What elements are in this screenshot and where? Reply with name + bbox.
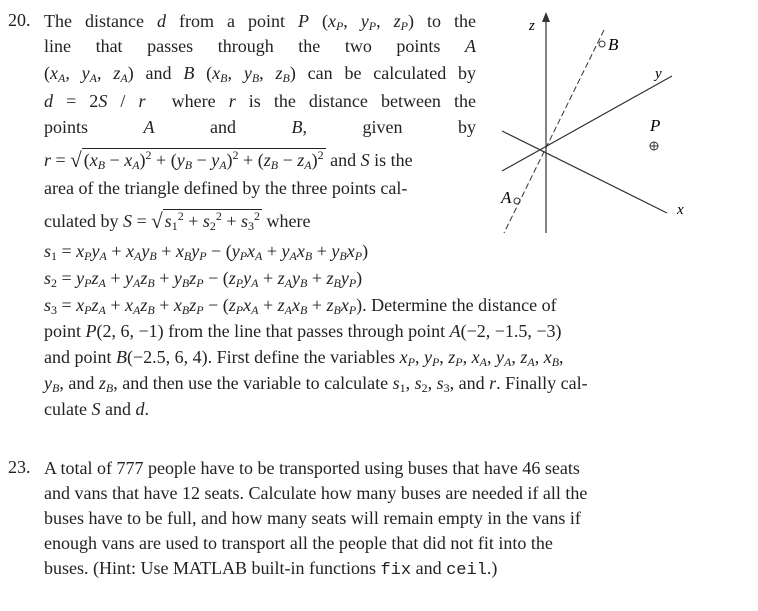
label-b: B xyxy=(608,35,619,54)
p20-line-14: and point B(−2.5, 6, 4). First define the variables $x_P$, $y_P$, $z_P$, $x_A$, $y_A$, $z_A$, $x_B$, xyxy=(44,347,564,369)
label-p: P xyxy=(650,116,661,135)
p20-line-6: r = √ $(x_B - x_A)^2 + (y_B - y_A)^2 + (z_B - z_A)^2$ and S is the xyxy=(44,148,413,172)
p20-line-8: culated by S = √ $s_1^2 + s_2^2 + s_3^2$ where xyxy=(44,209,311,233)
p23-line-3: buses have to be full, and how many seats will remain empty in the vans if xyxy=(44,508,581,528)
p20-line-4: d = 2S / r where r is the distance between the xyxy=(44,91,476,111)
z-axis-arrow-icon xyxy=(542,12,550,22)
p20-line-7: area of the triangle defined by the three points cal- xyxy=(44,178,408,198)
code-fix: fix xyxy=(380,561,412,580)
p20-s1: $s_1 = x_Py_A + x_Ay_B + x_By_P - (y_Px_A + y_Ax_B + y_Bx_P)$ xyxy=(44,241,369,263)
p23-line-5: buses. (Hint: Use MATLAB built-in functions fix and ceil.) xyxy=(44,558,498,580)
p23-line-4: enough vans are used to transport all the people that did not fit into the xyxy=(44,533,553,553)
label-x: x xyxy=(677,202,684,218)
label-z: z xyxy=(529,18,535,34)
problem-20-number: 20. xyxy=(8,10,31,30)
line-point-figure xyxy=(492,8,722,248)
p23-line-2: and vans that have 12 seats. Calculate how many buses are needed if all the xyxy=(44,483,588,503)
code-ceil: ceil xyxy=(446,561,487,580)
label-a: A xyxy=(501,188,512,207)
p20-s2: $s_2 = y_Pz_A + y_Az_B + y_Bz_P - (z_Py_A + z_Ay_B + z_By_P)$ xyxy=(44,268,363,290)
p20-line-1: The distance d from a point P ($x_P$, $y_P$, $z_P$) to the xyxy=(44,11,476,33)
y-axis xyxy=(502,76,672,171)
problem-23-number: 23. xyxy=(8,457,31,477)
point-a-marker xyxy=(514,198,520,204)
p20-line-3: ($x_A$, $y_A$, $z_A$) and B ($x_B$, $y_B$, $z_B$) can be calculated by xyxy=(44,63,477,85)
x-axis xyxy=(502,131,667,213)
point-b-marker xyxy=(599,41,605,47)
p20-line-16: culate S and d. xyxy=(44,399,149,419)
p20-s3: $s_3 = x_Pz_A + x_Az_B + x_Bz_P - (z_Px_A + z_Ax_B + z_Bx_P)$. Determine the distance of xyxy=(44,295,557,317)
label-y: y xyxy=(655,66,662,82)
p20-line-2: line that passes through the two points A xyxy=(44,36,476,56)
p23-line-1: A total of 777 people have to be transported using buses that have 46 seats xyxy=(44,458,580,478)
p20-line-5: points A and B, given by xyxy=(44,117,476,137)
p20-line-15: $y_B$, and $z_B$, and then use the variable to calculate $s_1$, $s_2$, $s_3$, and r. Finally cal- xyxy=(44,373,588,395)
p20-line-13: point P(2, 6, −1) from the line that passes through point A(−2, −1.5, −3) xyxy=(44,321,562,341)
